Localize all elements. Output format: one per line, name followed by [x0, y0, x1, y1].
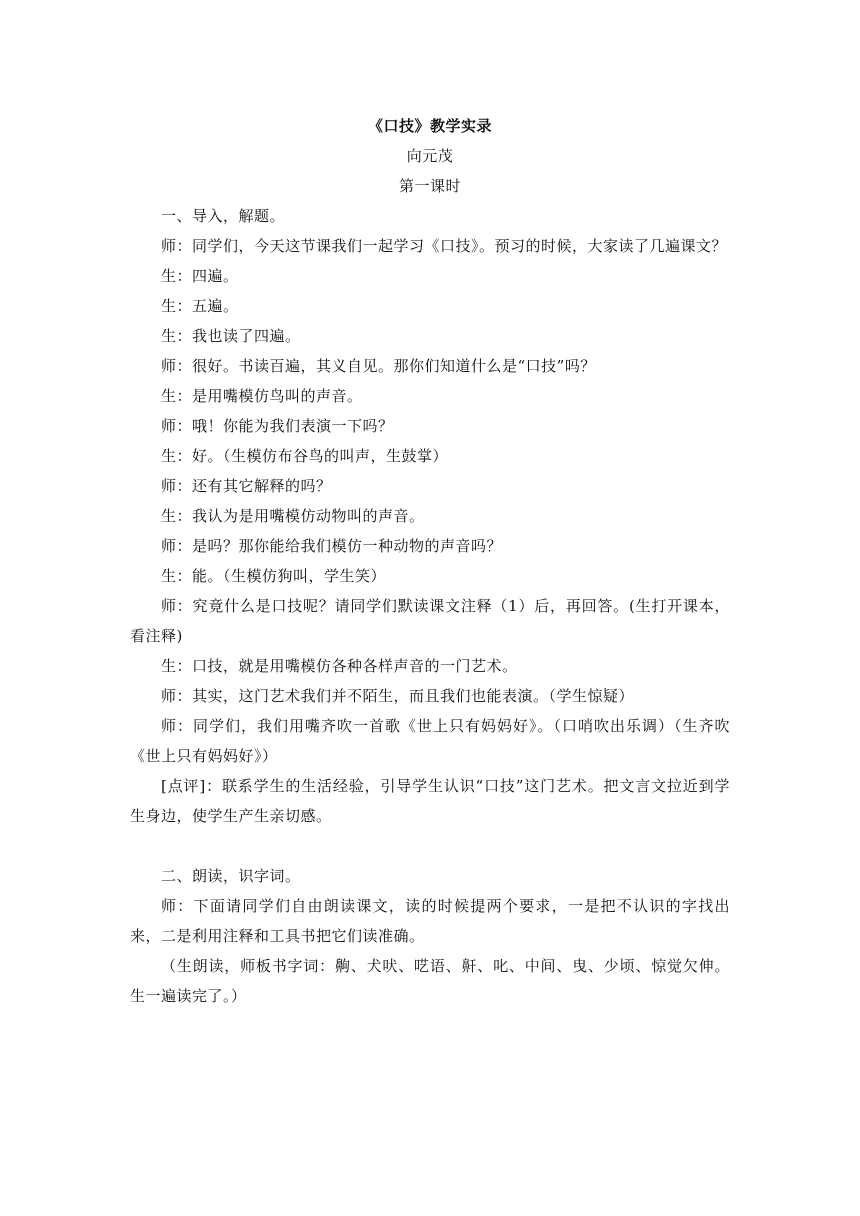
paragraph: 师：下面请同学们自由朗读课文，读的时候提两个要求，一是把不认识的字找出来，二是利用注释和工具书把它们读准确。 — [130, 897, 730, 945]
paragraph: 生：五遍。 — [161, 297, 239, 315]
blank-line — [130, 831, 730, 861]
paragraph: 师：很好。书读百遍，其义自见。那你们知道什么是“口技”吗？ — [161, 357, 596, 375]
paragraph: 生：我认为是用嘴模仿动物叫的声音。 — [161, 507, 425, 525]
paragraph: 生：好。（生模仿布谷鸟的叫声，生鼓掌） — [161, 447, 449, 465]
paragraph: （生朗读，师板书字词：齁、犬吠、呓语、鼾、叱、中间、曳、少顷、惊觉欠伸。生一遍读完了。） — [130, 957, 730, 1005]
document-title: 《口技》教学实录 — [367, 117, 492, 135]
paragraph: 师：同学们，今天这节课我们一起学习《口技》。预习的时候，大家读了几遍课文？ — [161, 237, 728, 255]
paragraph: 生：四遍。 — [161, 267, 239, 285]
paragraph: 师：是吗？那你能给我们模仿一种动物的声音吗？ — [161, 537, 503, 555]
paragraph: 师：同学们，我们用嘴齐吹一首歌《世上只有妈妈好》。（口哨吹出乐调）（生齐吹《世上只有妈妈好》） — [130, 717, 730, 765]
paragraph: 师：其实，这门艺术我们并不陌生，而且我们也能表演。（学生惊疑） — [161, 687, 635, 705]
section-heading: 一、导入，解题。 — [161, 207, 286, 225]
paragraph: 生：我也读了四遍。 — [161, 327, 301, 345]
paragraph: 师：还有其它解释的吗？ — [161, 477, 332, 495]
document-author: 向元茂 — [406, 147, 454, 165]
paragraph: 生：能。（生模仿狗叫，学生笑） — [161, 567, 387, 585]
paragraph: 生：是用嘴模仿鸟叫的声音。 — [161, 387, 363, 405]
paragraph: 师：哦！你能为我们表演一下吗？ — [161, 417, 394, 435]
paragraph: 师：究竟什么是口技呢？请同学们默读课文注释（1）后，再回答。(生打开课本，看注释) — [130, 597, 730, 645]
lesson-label: 第一课时 — [398, 177, 461, 195]
commentary-paragraph: [点评]：联系学生的生活经验，引导学生认识“口技”这门艺术。把文言文拉近到学生身边，使学生产生亲切感。 — [130, 777, 730, 825]
paragraph: 生：口技，就是用嘴模仿各种各样声音的一门艺术。 — [161, 657, 518, 675]
section-heading: 二、朗读，识字词。 — [161, 867, 301, 885]
document-body — [130, 111, 730, 1011]
